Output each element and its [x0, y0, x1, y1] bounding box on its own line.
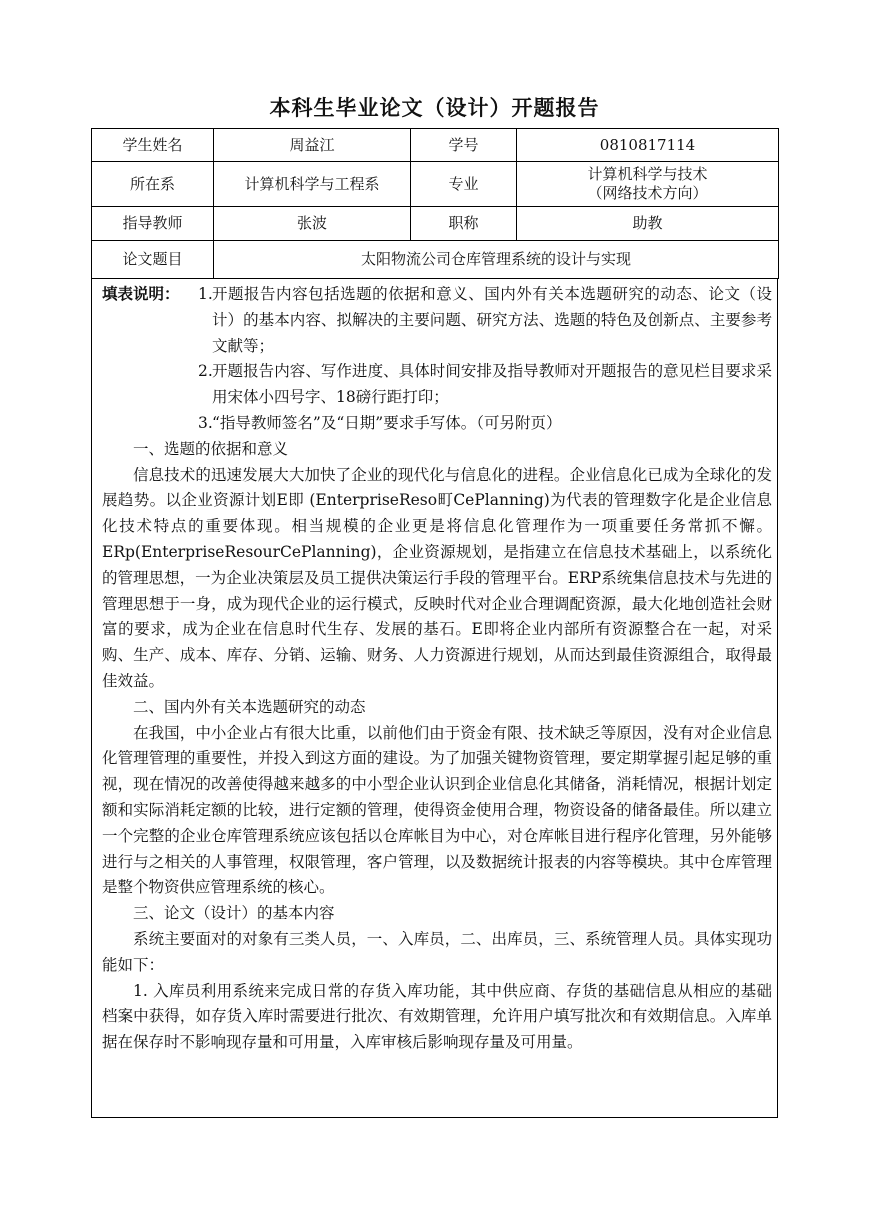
student-id-value: 0810817114: [517, 129, 779, 162]
section-heading: 三、论文（设计）的基本内容: [133, 904, 335, 923]
fill-note-item: [198, 282, 772, 359]
fill-note-item: [198, 359, 772, 411]
body-paragraph: 系统主要面对的对象有三类人员，一、入库员，二、出库员，三、系统管理人员。具体实现功能如下：: [102, 929, 772, 974]
advisor-label: 指导教师: [92, 207, 214, 241]
body-paragraph: 信息技术的迅速发展大大加快了企业的现代化与信息化的进程。企业信息化已成为全球化的发展趋势。以企业资源计划E即 (EnterpriseReso町CePlanning)为代表的管理数字化是企业信息化技术特点的重要体现。相当规模的企业更是将信息化管理作为一项重要任务常抓不懈。 ERp(EnterpriseResourCePlanning)，企业资源规划，是指建立在信息技术基础上，以系统化的管理思想，一为企业决策层及员工提供决策运行手段的管理平台。ERP系统集信息技术与先进的管理思想于一身，成为现代企业的运行模式，反映时代对企业合理调配资源，最大化地创造社会财富的要求，成为企业在信息时代生存、发展的基石。E即将企业内部所有资源整合在一起，对采购、生产、成本、库存、分销、运输、财务、人力资源进行规划，从而达到最佳资源组合，取得最佳效益。: [102, 465, 772, 690]
page-title: 本科生毕业论文（设计）开题报告: [269, 96, 600, 120]
title-rank-value: 助教: [517, 207, 779, 241]
table-row: [92, 129, 779, 162]
thesis-topic-label: 论文题目: [92, 241, 214, 279]
table-row: [92, 241, 779, 279]
fill-note-number: 1.: [198, 285, 213, 303]
fill-note-number: 3.: [198, 413, 213, 432]
student-id-label: 学号: [411, 129, 517, 162]
fill-notes-label: 填表说明：: [102, 285, 180, 303]
section-heading: 二、国内外有关本选题研究的动态: [133, 697, 366, 716]
report-body: [102, 282, 772, 1056]
table-row: [92, 162, 779, 207]
major-label: 专业: [411, 162, 517, 207]
student-name-value: 周益江: [214, 129, 411, 162]
info-table: [91, 128, 779, 279]
major-value-line2: （网络技术方向）: [587, 184, 708, 202]
advisor-value: 张波: [214, 207, 411, 241]
body-paragraph: 在我国，中小企业占有很大比重，以前他们由于资金有限、技术缺乏等原因，没有对企业信息化管理管理的重要性，并投入到这方面的建设。为了加强关键物资管理，要定期掌握引起足够的重视，现在情况的改善使得越来越多的中小型企业认识到企业信息化其储备，消耗情况，根据计划定额和实际消耗定额的比较，进行定额的管理，使得资金使用合理，物资设备的储备最佳。所以建立一个完整的企业仓库管理系统应该包括以仓库帐目为中心，对仓库帐目进行程序化管理，另外能够进行与之相关的人事管理，权限管理，客户管理，以及数据统计报表的内容等模块。其中仓库管理是整个物资供应管理系统的核心。: [102, 723, 772, 897]
fill-note-number: 2.: [198, 362, 213, 381]
body-paragraph: 1. 入库员利用系统来完成日常的存货入库功能，其中供应商、存货的基础信息从相应的基础档案中获得，如存货入库时需要进行批次、有效期管理，允许用户填写批次和有效期信息。入库单据在保存时不影响现存量和可用量，入库审核后影响现存量及可用量。: [102, 981, 772, 1052]
major-value: [517, 162, 779, 207]
title-rank-label: 职称: [411, 207, 517, 241]
student-name-label: 学生姓名: [92, 129, 214, 162]
report-body-box: [91, 279, 778, 1118]
fill-notes: [102, 282, 772, 437]
fill-note-item: [198, 411, 772, 437]
table-row: [92, 207, 779, 241]
fill-note-text: 开题报告内容、写作进度、具体时间安排及指导教师对开题报告的意见栏目要求采用宋体小四号字、18磅行距打印；: [212, 362, 772, 407]
department-label: 所在系: [92, 162, 214, 207]
fill-note-text: 开题报告内容包括选题的依据和意义、国内外有关本选题研究的动态、论文（设计）的基本内容、拟解决的主要问题、研究方法、选题的特色及创新点、主要参考文献等；: [212, 285, 772, 355]
thesis-topic-value: 太阳物流公司仓库管理系统的设计与实现: [214, 241, 779, 279]
major-value-line1: 计算机科学与技术: [587, 165, 708, 183]
fill-note-text: “指导教师签名”及“日期”要求手写体。（可另附页）: [212, 413, 562, 432]
section-heading: 一、选题的依据和意义: [133, 439, 289, 458]
department-value: 计算机科学与工程系: [214, 162, 411, 207]
